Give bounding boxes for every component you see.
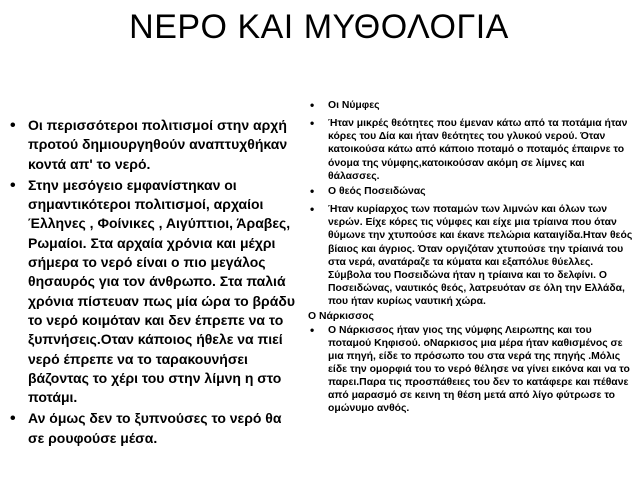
right-text-column bbox=[306, 99, 636, 416]
left-bullet-list bbox=[10, 116, 300, 450]
left-bullet-item: • Αν όμως δεν το ξυπνούσες το νερό θα σε ρουφούσε μέσα. bbox=[10, 409, 300, 448]
narcissus-text: Ο Νάρκισσος ήταν γιος της νύμφης Λειρωπης και του ποταμού Κηφισού. οΝαρκισος μια μέρα ήταν καθισμένος σε μια πηγή, είδε το πρόσωπο του στα νερά της πηγής .Μόλις είδε την ομορφιά του το νερό θέλησε να γίνει εικόνα και να το παρει.Παρα τις προσπάθειες του δεν το κατάφερε και πέθανε από μαρασμό σε κεινη τη θέση μετά από λίγο φύτρωσε το ομώνυμο ανθός. bbox=[328, 324, 630, 415]
narcissus-text-item bbox=[306, 324, 636, 416]
poseidon-text: Ήταν κυρίαρχος των ποταμών των λιμνών και όλων των νερών. Είχε κόρες τις νύμφες και είχε μια τρίαινα που όταν θύμωνε την χτυπούσε και έκανε πελώρια καταιγίδα.Ηταν θεός βίαιος και άγριος. Όταν οργιζόταν χτυπούσε την τρίαινά του στα νερά, ανατάραζε τα κύματα και εξαπόλυε θύελλες. Σύμβολα του Ποσειδώνα ήταν η τρίαινα και το δελφίνι. Ο Ποσειδώνας, ναυτικός θεός, λατρευόταν σε όλη την Ελλάδα, που ήταν κυρίως ναυτική χώρα. bbox=[328, 204, 633, 308]
poseidon-text-item bbox=[306, 203, 636, 308]
bullet-dot: • bbox=[310, 116, 315, 131]
poseidon-heading-item bbox=[306, 185, 636, 198]
slide-title: ΝΕΡΟ ΚΑΙ ΜΥΘΟΛΟΓΙΑ bbox=[129, 8, 509, 46]
narcissus-heading: Ο Νάρκισσος bbox=[308, 311, 374, 323]
nymphs-heading-item bbox=[306, 99, 636, 112]
left-bullet-item: • Οι περισσότεροι πολιτισμοί στην αρχή προτού δημιουργηθούν αναπτυχθήκαν κοντά απ' το νερό. bbox=[10, 116, 300, 174]
poseidon-heading: Ο θεός Ποσειδώνας bbox=[328, 185, 426, 197]
bullet-dot: • bbox=[310, 183, 315, 198]
bullet-dot: • bbox=[310, 322, 315, 337]
left-bullet-item: • Στην μεσόγειο εμφανίστηκαν οι σημαντικότεροι πολιτισμοί, αρχαίοι Έλληνες , Φοίνικες , Αιγύπτιοι, Άραβες, Ρωμαίοι. Στα αρχαία χρόνια και μέχρι σήμερα το νερό είναι ο πιο μεγάλος θησαυρός για τον άνθρωπο. Στα παλιά χρόνια πίστευαν πως μία ώρα το βράδυ το νερό κοιμόταν και δεν έπρεπε να το ξυπνήσεις.Οταν κάποιος ήθελε να πιεί νερό έπρεπε να το ταρακουνήσει βάζοντας το χέρι του στην λίμνη η στο ποτάμι. bbox=[10, 176, 300, 408]
bullet-dot: • bbox=[310, 98, 315, 112]
bullet-dot: • bbox=[310, 202, 315, 217]
nymphs-text: Ήταν μικρές θεότητες που έμεναν κάτω από τα ποτάμια ήταν κόρες του Δία και ήταν θεότητες του γλυκού νερού. Όταν κατοικούσα κάτω από κάποιο ποταμό ο ποταμός έπαιρνε το όνομα της νύμφης,κατοικούσαν ακόμη σε λίμνες και θάλασσες. bbox=[328, 118, 628, 182]
nymphs-heading: Οι Νύμφες bbox=[328, 100, 380, 111]
nymphs-text-item bbox=[306, 117, 636, 183]
